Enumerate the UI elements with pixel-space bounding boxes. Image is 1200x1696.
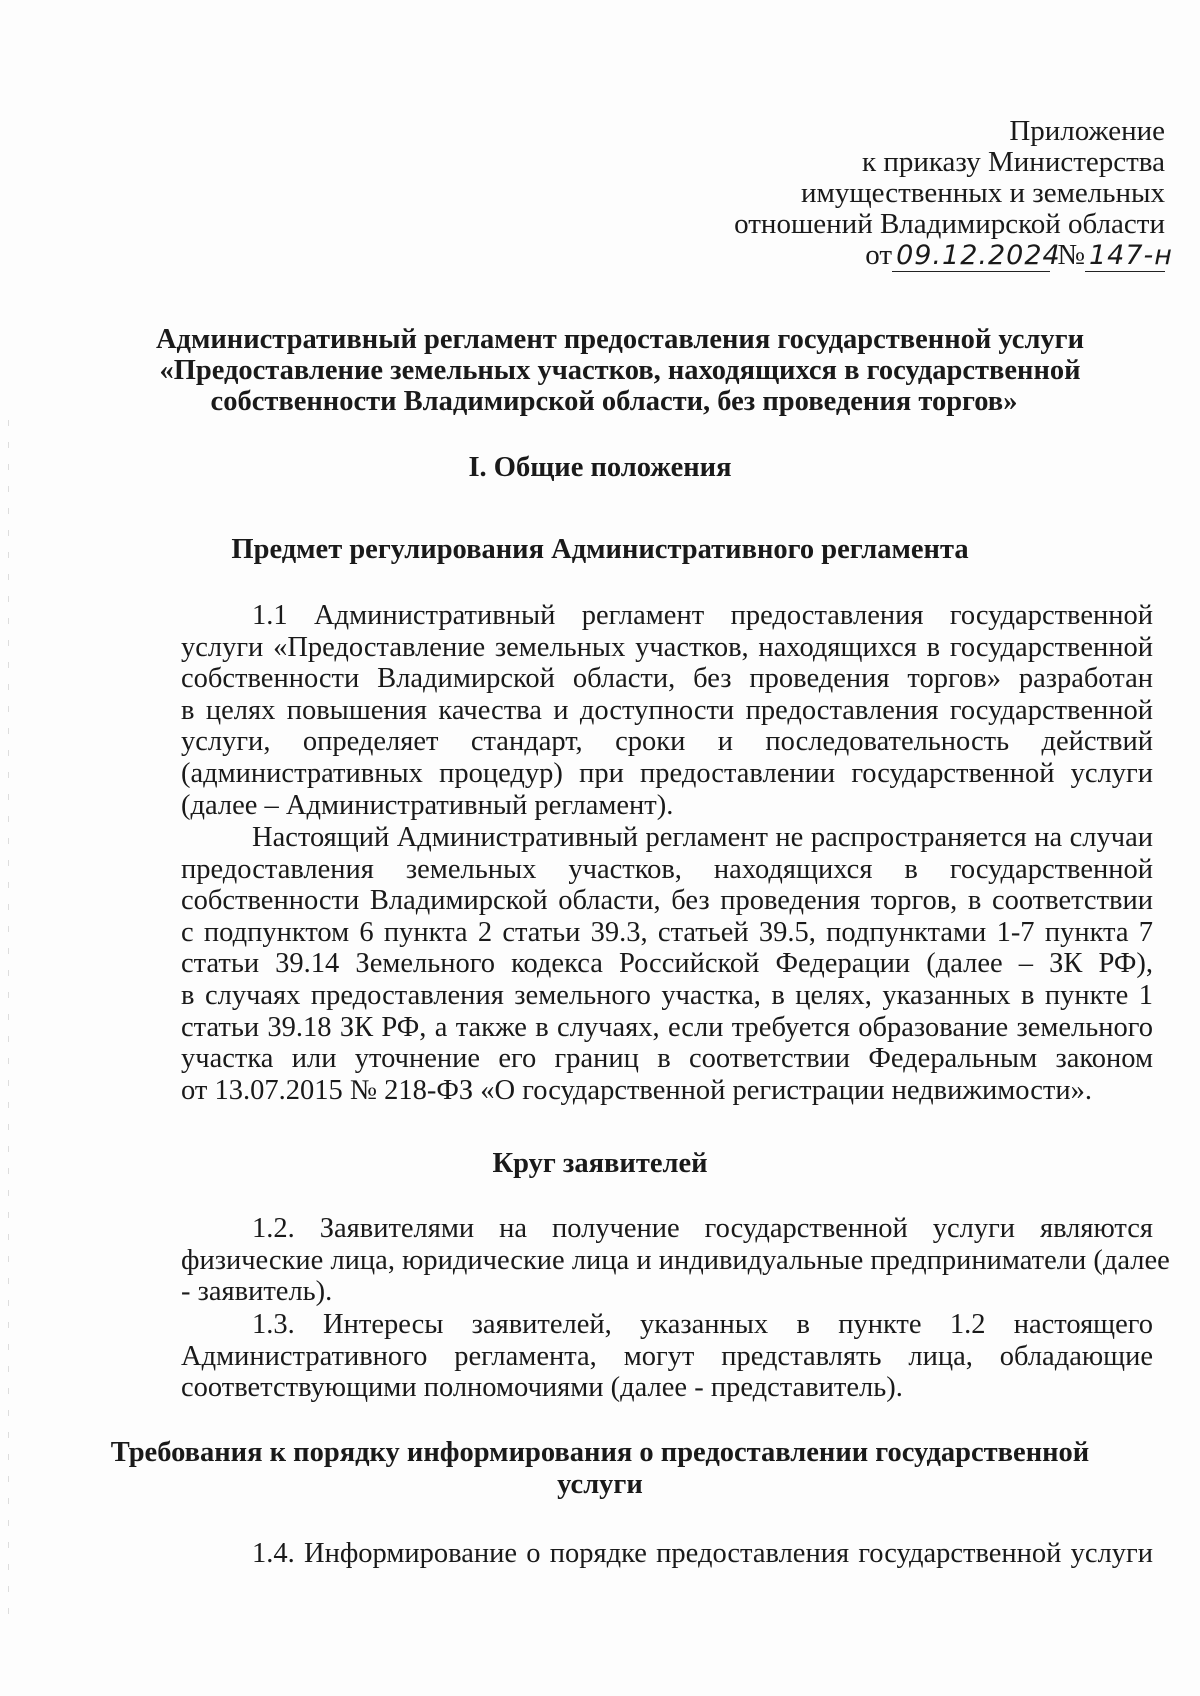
subsection-heading-subject: Предмет регулирования Административного регламента xyxy=(231,534,969,565)
annex-line-4: отношений Владимирской области xyxy=(734,208,1165,240)
title-line-1: Административный регламент предоставления государственной услуги xyxy=(155,324,1085,355)
paragraph-line: в целях повышения качества и доступности предоставления государственной xyxy=(181,694,1153,726)
annex-date-handwritten: 09.12.2024 xyxy=(892,240,1050,272)
paragraph-line: 1.3. Интересы заявителей, указанных в пункте 1.2 настоящего xyxy=(252,1309,1153,1340)
paragraph-line: предоставления земельных участков, находящихся в государственной xyxy=(181,853,1153,885)
paragraph-line: 1.2. Заявителями на получение государственной услуги являются xyxy=(252,1213,1153,1244)
paragraph-line: с подпунктом 6 пункта 2 статьи 39.3, статьей 39.5, подпунктами 1-7 пункта 7 xyxy=(181,916,1153,948)
paragraph-line: собственности Владимирской области, без проведения торгов» разработан xyxy=(181,663,1153,695)
paragraph-1-3 xyxy=(181,1309,1153,1404)
annex-block xyxy=(734,115,1173,272)
document-title xyxy=(0,324,1200,417)
paragraph-line: статьи 39.18 ЗК РФ, а также в случаях, если требуется образование земельного xyxy=(181,1011,1153,1043)
section-heading-general: I. Общие положения xyxy=(468,452,732,483)
annex-line-3: имущественных и земельных xyxy=(800,177,1165,209)
annex-line-1: Приложение xyxy=(1009,115,1165,147)
paragraph-1-4 xyxy=(181,1538,1153,1570)
paragraph-line: 1.4. Информирование о порядке предоставления государственной услуги xyxy=(252,1538,1153,1569)
paragraph-line: физические лица, юридические лица и индивидуальные предприниматели (далее xyxy=(181,1244,1170,1276)
paragraph-scope-exclusions xyxy=(181,822,1153,1106)
subsection-heading-applicants: Круг заявителей xyxy=(492,1148,708,1179)
paragraph-line: соответствующими полномочиями (далее - представитель). xyxy=(181,1372,903,1404)
paragraph-line: (административных процедур) при предоставлении государственной услуги xyxy=(181,757,1153,789)
subsection-heading-informing-line-2: услуги xyxy=(557,1469,643,1500)
annex-date-number-line xyxy=(734,239,1173,272)
annex-line-2: к приказу Министерства xyxy=(862,146,1165,178)
paragraph-line: собственности Владимирской области, без проведения торгов, в соответствии xyxy=(181,885,1153,917)
paragraph-line: - заявитель). xyxy=(181,1276,333,1308)
paragraph-1-1 xyxy=(181,600,1153,821)
paragraph-line: услуги «Предоставление земельных участков, находящихся в государственной xyxy=(181,631,1153,663)
paragraph-line: услуги, определяет стандарт, сроки и последовательность действий xyxy=(181,726,1153,758)
paragraph-1-2 xyxy=(181,1213,1170,1308)
title-line-2: «Предоставление земельных участков, находящихся в государственной xyxy=(159,355,1081,386)
paragraph-line: в случаях предоставления земельного участка, в целях, указанных в пункте 1 xyxy=(181,979,1153,1011)
annex-number-handwritten: 147-н xyxy=(1085,240,1165,272)
title-line-3: собственности Владимирской области, без проведения торгов» xyxy=(210,386,1018,417)
paragraph-line: Настоящий Административный регламент не распространяется на случаи xyxy=(252,822,1153,853)
paragraph-line: от 13.07.2015 № 218-ФЗ «О государственной регистрации недвижимости». xyxy=(181,1074,1092,1106)
paragraph-line: 1.1 Административный регламент предоставления государственной xyxy=(252,600,1153,631)
paragraph-line: участка или уточнение его границ в соответствии Федеральным законом xyxy=(181,1043,1153,1075)
annex-number-prefix: № xyxy=(1057,239,1085,271)
annex-date-prefix: от xyxy=(865,239,893,271)
paragraph-line: статьи 39.14 Земельного кодекса Российской Федерации (далее – ЗК РФ), xyxy=(181,948,1153,980)
subsection-heading-informing-line-1: Требования к порядку информирования о предоставлении государственной xyxy=(110,1437,1090,1468)
paragraph-line: Административного регламента, могут представлять лица, обладающие xyxy=(181,1340,1153,1372)
paragraph-line: (далее – Административный регламент). xyxy=(181,789,674,821)
